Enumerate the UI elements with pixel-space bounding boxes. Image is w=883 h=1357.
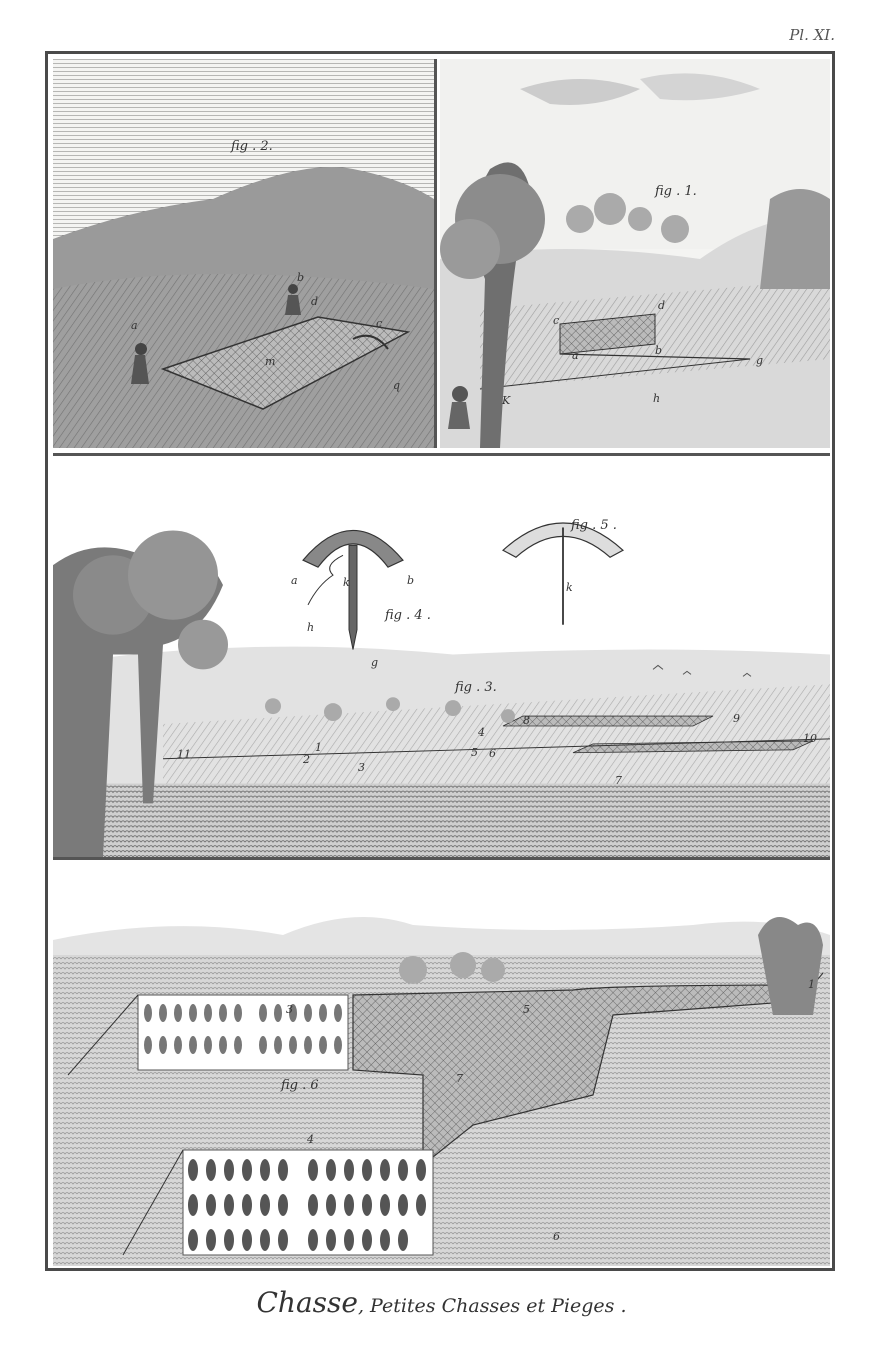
fig2-label: fig . 2. — [231, 139, 273, 154]
engraved-landscape-fig6 — [53, 865, 830, 1266]
fig1-letter-k: K — [502, 394, 511, 407]
fig2-letter-d: d — [311, 295, 319, 308]
fig3-number-1: 1 — [315, 741, 322, 754]
fig1-letter-a: a — [572, 349, 579, 362]
caption-rest: , Petites Chasses et Pieges . — [357, 1295, 627, 1317]
fig6-number-6: 6 — [553, 1230, 560, 1243]
fig4-letter-a: a — [291, 574, 298, 587]
fig1-label: fig . 1. — [655, 184, 697, 199]
panel-fig3-fig4-fig5 — [53, 453, 830, 860]
fig3-number-4: 4 — [478, 726, 485, 739]
fig6-number-1: 1 — [808, 978, 815, 991]
panel-fig1 — [440, 59, 830, 448]
fig6-number-7: 7 — [456, 1072, 463, 1085]
fig1-letter-h: h — [653, 392, 661, 405]
fig3-number-6: 6 — [489, 747, 496, 760]
fig5-letter-k: k — [566, 581, 573, 594]
fig2-letter-b: b — [297, 271, 305, 284]
fig3-number-10: 10 — [803, 732, 817, 745]
fig3-number-3: 3 — [358, 761, 365, 774]
fig6-number-5: 5 — [523, 1003, 530, 1016]
fig1-letter-b: b — [655, 344, 663, 357]
fig3-number-5: 5 — [471, 746, 478, 759]
fig1-letter-d: d — [658, 299, 666, 312]
fig6-number-3: 3 — [286, 1003, 293, 1016]
fig1-letter-c: c — [553, 314, 560, 327]
fig1-letter-g: g — [756, 354, 764, 367]
engraved-landscape-fig3 — [53, 456, 830, 857]
engraved-landscape-fig2 — [53, 59, 434, 448]
fig3-number-2: 2 — [303, 753, 310, 766]
fig6-label: fig . 6 — [281, 1078, 319, 1093]
engraving-plate — [45, 51, 835, 1271]
fig6-number-4: 4 — [307, 1133, 314, 1146]
plate-caption — [0, 1286, 883, 1319]
fig2-letter-q: q — [393, 379, 401, 392]
plate-number: Pl. XI. — [789, 26, 835, 44]
fig2-letter-c: c — [376, 317, 383, 330]
panel-fig6 — [53, 865, 830, 1266]
engraved-landscape-fig1 — [440, 59, 830, 448]
fig4-letter-k: k — [343, 576, 350, 589]
fig3-number-7: 7 — [615, 774, 622, 787]
fig4-label: fig . 4 . — [385, 608, 431, 623]
fig3-number-8: 8 — [523, 714, 530, 727]
fig3-number-11: 11 — [177, 748, 191, 761]
panel-fig2 — [53, 59, 437, 448]
fig3-label: fig . 3. — [455, 680, 497, 695]
fig4-letter-h: h — [307, 621, 315, 634]
fig4-letter-b: b — [407, 574, 415, 587]
fig3-number-9: 9 — [733, 712, 740, 725]
fig2-letter-m: m — [265, 355, 276, 368]
fig2-letter-a: a — [131, 319, 138, 332]
trap-piece-fig4 — [303, 530, 403, 649]
trap-piece-fig5 — [503, 523, 623, 625]
fig4-letter-g: g — [371, 656, 379, 669]
caption-main: Chasse — [256, 1286, 358, 1319]
fig5-label: fig . 5 . — [571, 518, 617, 533]
